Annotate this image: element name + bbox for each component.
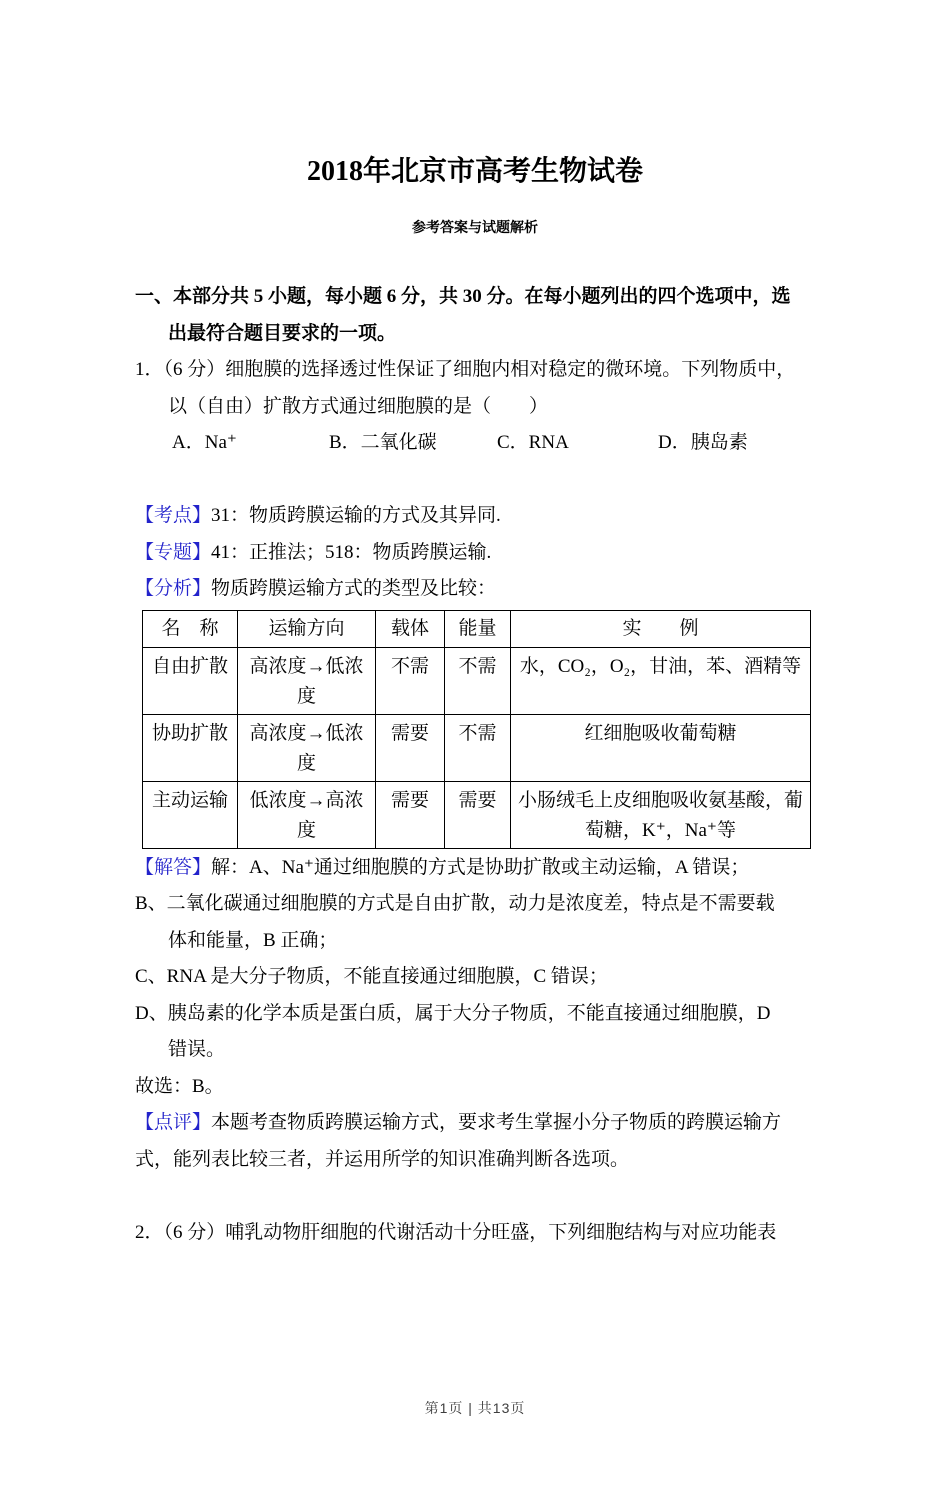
kaodian-text: 31：物质跨膜运输的方式及其异同.	[211, 505, 501, 526]
table-header-example: 实 例	[511, 610, 811, 647]
table-cell: 协助扩散	[143, 714, 238, 781]
jieda-section	[135, 850, 815, 1106]
jieda-line-d2: 错误。	[168, 1039, 226, 1060]
zhuanti-text: 41：正推法；518：物质跨膜运输.	[211, 541, 492, 563]
table-cell: 不需	[445, 647, 511, 714]
table-header-energy: 能量	[445, 610, 511, 647]
analysis-table	[142, 610, 811, 849]
table-header-carrier: 载体	[376, 610, 445, 647]
table-cell: 不需	[445, 714, 511, 781]
table-cell: 高浓度→低浓度	[238, 714, 376, 781]
table-row	[143, 714, 811, 781]
table-cell: 高浓度→低浓度	[238, 647, 376, 714]
table-cell: 需要	[376, 781, 445, 848]
table-cell: 需要	[445, 781, 511, 848]
kaodian-label: 【考点】	[135, 505, 212, 526]
table-row	[143, 781, 811, 848]
question-2-stem-line-1: 2．（6 分）哺乳动物肝细胞的代谢活动十分旺盛，下列细胞结构与对应功能表	[135, 1221, 777, 1243]
option-a: A．Na⁺	[172, 432, 237, 453]
zhuanti-label: 【专题】	[135, 541, 212, 563]
section-heading-line-2: 出最符合题目要求的一项。	[168, 322, 397, 344]
jieda-line-a	[135, 850, 815, 887]
option-b: B．二氧化碳	[329, 432, 437, 453]
question-1-stem-line-2: 以（自由）扩散方式通过细胞膜的是（ ）	[168, 395, 549, 417]
page-number-footer: 第1页 | 共13页	[424, 1400, 526, 1416]
jieda-line-c: C、RNA 是大分子物质，不能直接通过细胞膜，C 错误；	[135, 966, 608, 987]
table-header-name: 名 称	[143, 610, 238, 647]
document-body	[135, 279, 815, 1251]
table-cell: 主动运输	[143, 781, 238, 848]
option-c: C．RNA	[497, 432, 569, 453]
jieda-conclusion: 故选：B。	[135, 1075, 224, 1097]
question-1-stem-line-1: 1．（6 分）细胞膜的选择透过性保证了细胞内相对稳定的微环境。下列物质中，	[135, 359, 796, 380]
table-header-row	[143, 610, 811, 647]
table-header-direction: 运输方向	[238, 610, 376, 647]
fenxi-text: 物质跨膜运输方式的类型及比较：	[211, 578, 497, 599]
question-1-options	[135, 425, 815, 462]
page-subtitle: 参考答案与试题解析	[412, 221, 538, 236]
table-cell: 小肠绒毛上皮细胞吸收氨基酸，葡萄糖，K⁺，Na⁺等	[511, 781, 811, 848]
table-cell: 低浓度→高浓度	[238, 781, 376, 848]
page-title: 2018年北京市高考生物试卷	[306, 156, 643, 187]
fenxi-line	[135, 571, 815, 608]
dianping-text-1: 本题考查物质跨膜运输方式，要求考生掌握小分子物质的跨膜运输方	[211, 1112, 782, 1133]
jieda-line-b1: B、二氧化碳通过细胞膜的方式是自由扩散，动力是浓度差，特点是不需要载	[135, 893, 775, 914]
dianping-label: 【点评】	[135, 1112, 212, 1133]
dianping-line-2: 式，能列表比较三者，并运用所学的知识准确判断各选项。	[135, 1148, 630, 1170]
table-cell: 红细胞吸收葡萄糖	[511, 714, 811, 781]
jieda-text-a: 解：A、Na⁺通过细胞膜的方式是协助扩散或主动运输，A 错误；	[211, 856, 750, 878]
table-cell: 不需	[376, 647, 445, 714]
table-cell: 需要	[376, 714, 445, 781]
table-cell: 自由扩散	[143, 647, 238, 714]
jieda-line-d1: D、胰岛素的化学本质是蛋白质，属于大分子物质，不能直接通过细胞膜，D	[135, 1002, 771, 1024]
section-heading-line-1: 一、本部分共 5 小题，每小题 6 分，共 30 分。在每小题列出的四个选项中，选	[135, 286, 791, 307]
table-cell: 水，CO₂，O₂，甘油，苯、酒精等	[511, 647, 811, 714]
table-row	[143, 647, 811, 714]
fenxi-label: 【分析】	[135, 578, 212, 599]
jieda-label: 【解答】	[135, 856, 212, 878]
jieda-line-b2: 体和能量，B 正确；	[168, 929, 338, 951]
dianping-line-1	[135, 1105, 815, 1142]
option-d: D．胰岛素	[658, 432, 748, 453]
zhuanti-line	[135, 535, 815, 572]
kaodian-line	[135, 498, 815, 535]
